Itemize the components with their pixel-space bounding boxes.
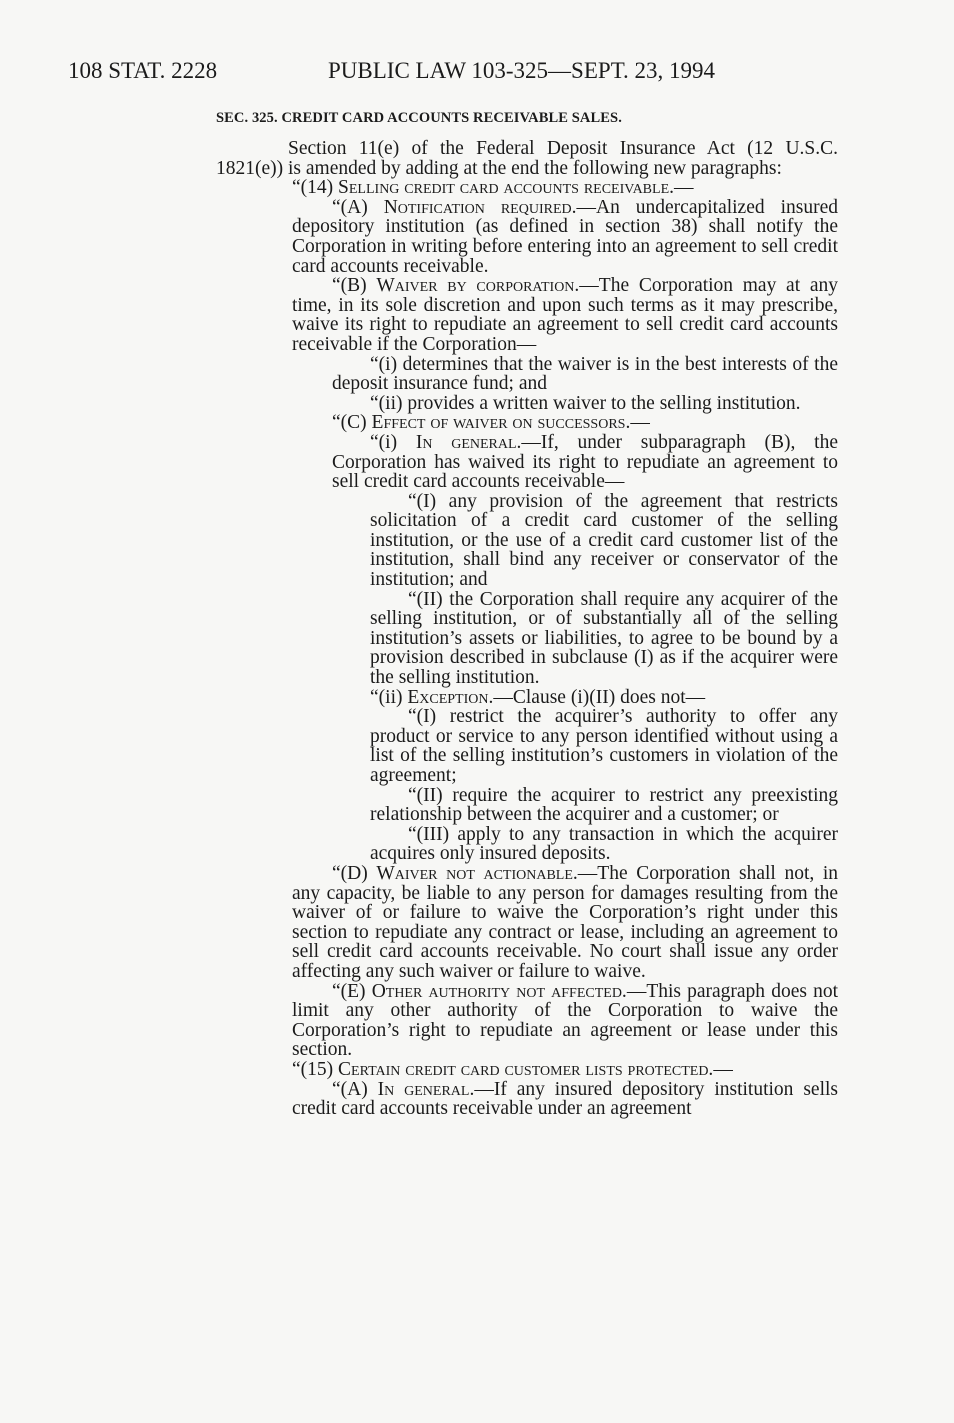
public-law-title: PUBLIC LAW 103-325—SEPT. 23, 1994	[328, 58, 716, 83]
subparagraph-number: “(A)	[332, 196, 384, 218]
subparagraph-text: —The Corporation may at any time, in its sole discretion and upon such terms as it may prescribe, waive its right to repudiate an agreement to sell credit card accounts receivable if the Corporation—	[292, 275, 838, 355]
clause-b-i: “(i) determines that the waiver is in the best interests of the deposit insurance fund; and	[332, 353, 838, 395]
paragraph-dash: —	[674, 177, 694, 199]
subparagraph-c-heading	[332, 413, 838, 433]
subclause-c-i-I: “(I) any provision of the agreement that restricts solicitation of a credit card customer of the selling institution, or the use of a credit card customer list of the institution, shall bind any receiver or conservator of the institution; and	[370, 490, 838, 591]
subparagraph-a	[292, 198, 838, 276]
subparagraph-number: “(D)	[332, 862, 377, 884]
subparagraph-number: “(A)	[332, 1078, 378, 1100]
clause-title: Exception.	[407, 686, 494, 708]
paragraph-number: “(14)	[292, 177, 339, 199]
subparagraph-title: Notification required.	[383, 196, 577, 218]
paragraph-dash: —	[713, 1058, 733, 1080]
clause-number: “(i)	[370, 431, 416, 453]
paragraph-title: Certain credit card customer lists protected.	[338, 1058, 714, 1080]
subparagraph-title: Waiver not actionable.	[376, 862, 578, 884]
section-heading: SEC. 325. CREDIT CARD ACCOUNTS RECEIVABLE SALES.	[216, 110, 622, 126]
page-header	[68, 58, 788, 90]
subparagraph-text: —This paragraph does not limit any other authority of the Corporation to waive the Corporation’s right to repudiate an agreement or lease under this section.	[292, 980, 838, 1061]
intro-paragraph: Section 11(e) of the Federal Deposit Insurance Act (12 U.S.C. 1821(e)) is amended by adding at the end the following new paragraphs:	[216, 138, 838, 179]
clause-c-ii	[370, 688, 838, 708]
paragraph-title: Selling credit card accounts receivable.	[338, 177, 674, 199]
paragraph-number: “(15)	[292, 1058, 339, 1080]
subparagraph-e	[292, 982, 838, 1060]
subclause-c-ii-III: “(III) apply to any transaction in which the acquirer acquires only insured deposits.	[370, 823, 838, 865]
subparagraph-dash: —	[630, 412, 650, 434]
subparagraph-b	[292, 276, 838, 354]
subparagraph-title: Effect of waiver on successors.	[371, 412, 631, 434]
subparagraph-number: “(C)	[332, 412, 372, 434]
clause-title: In general.	[415, 431, 522, 453]
paragraph-14-heading	[292, 178, 838, 198]
clause-c-i	[332, 433, 838, 492]
subclause-c-ii-I: “(I) restrict the acquirer’s authority to offer any product or service to any person identified without using a list of the selling institution’s customers in violation of the agreement;	[370, 706, 838, 786]
subparagraph-number: “(B)	[332, 275, 377, 297]
subclause-c-ii-II: “(II) require the acquirer to restrict any preexisting relationship between the acquirer and a customer; or	[370, 784, 838, 826]
subparagraph-title: Waiver by corporation.	[376, 275, 580, 297]
clause-text: —If, under subparagraph (B), the Corporation has waived its right to repudiate an agreement to sell credit card accounts receivable—	[332, 431, 838, 493]
subparagraph-text: —The Corporation shall not, in any capacity, be liable to any person for damages resulting from the waiver of or failure to waive the Corporation’s right under this section to repudiate any contract or lease, including an agreement to sell credit card accounts receivable. No court shall issue any order affecting any such waiver or failure to waive.	[292, 862, 838, 982]
subparagraph-title: Other authority not affected.	[371, 980, 627, 1002]
subparagraph-title: In general.	[377, 1078, 475, 1100]
clause-b-ii: “(ii) provides a written waiver to the selling institution.	[370, 392, 801, 414]
subparagraph-text: —If any insured depository institution sells credit card accounts receivable under an agreement	[292, 1078, 839, 1120]
subparagraph-d	[292, 864, 838, 982]
clause-number: “(ii)	[370, 686, 408, 708]
statute-citation: 108 STAT. 2228	[68, 58, 218, 83]
section-body	[216, 139, 838, 1119]
subclause-c-i-II: “(II) the Corporation shall require any acquirer of the selling institution, or of substantially all of the selling institution’s assets or liabilities, to agree to be bound by a provision described in subclause (I) as if the acquirer were the selling institution.	[370, 588, 838, 689]
clause-text: —Clause (i)(II) does not—	[493, 686, 706, 708]
paragraph-15-heading	[292, 1060, 838, 1080]
subparagraph-15-a	[292, 1080, 838, 1119]
subparagraph-number: “(E)	[332, 980, 372, 1002]
subparagraph-text: —An undercapitalized insured depository institution (as defined in section 38) shall notify the Corporation in writing before entering into an agreement to sell credit card accounts receivable.	[292, 196, 838, 277]
